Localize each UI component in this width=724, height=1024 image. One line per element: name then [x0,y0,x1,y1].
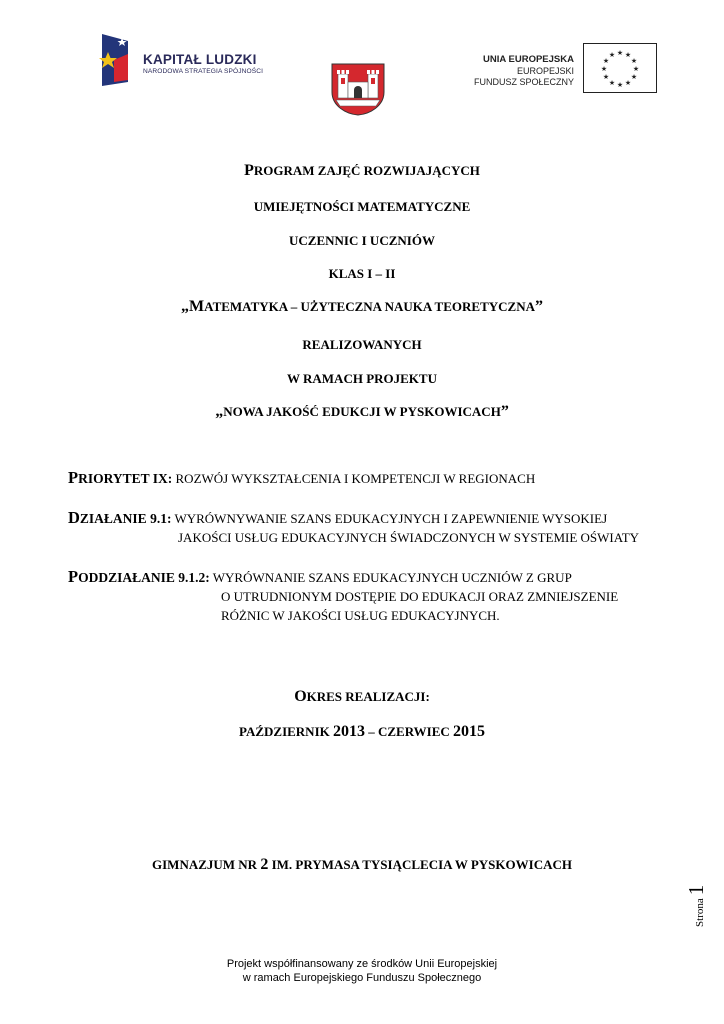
period-label-rest: KRES REALIZACJI: [306,689,430,704]
action-text-1: WYRÓWNYWANIE SZANS EDUKACYJNYCH I ZAPEWNIENIE WYSOKIEJ [174,511,608,526]
svg-text:★: ★ [608,51,616,59]
school-name [0,856,724,874]
subaction-text-1: WYRÓWNANIE SZANS EDUKACYJNYCH UCZNIÓW Z GRUP [212,570,572,585]
subaction-label-first: P [68,567,79,586]
footer-line-2: w ramach Europejskiego Funduszu Społecznego [242,972,482,984]
subaction-text-3: RÓŻNIC W JAKOŚCI USŁUG EDUKACYJNYCH. [221,608,500,623]
period-end-month: – CZERWIEC [365,724,454,739]
title-line-8-first: „ [215,403,224,420]
subaction-label [68,567,210,586]
page-number-value: 1 [684,884,708,896]
priority-label-first: P [68,468,79,487]
priority-section [68,468,668,488]
subaction-text-2: O UTRUDNIONYM DOSTĘPIE DO EDUKACJI ORAZ ZMNIEJSZENIE [221,589,619,604]
action-section [68,508,688,547]
kapital-ludzki-subtitle: NARODOWA STRATEGIA SPÓJNOŚCI [143,68,264,75]
svg-text:★: ★ [630,57,638,65]
kapital-ludzki-name: KAPITAŁ LUDZKI [143,52,257,67]
title-line-1 [0,162,724,180]
school-number: 2 [260,856,269,873]
period-label [0,688,724,706]
svg-text:★: ★ [624,51,632,59]
title-line-1-first: P [244,162,254,179]
title-line-7: W RAMACH PROJEKTU [287,371,437,386]
title-line-5-first: „M [181,298,205,315]
kapital-ludzki-brand [143,52,263,75]
priority-text: ROZWÓJ WYKSZTAŁCENIA I KOMPETENCJI W REGIONACH [175,471,536,486]
title-line-8-end: ” [500,403,509,420]
footer [0,957,724,985]
eu-line3: FUNDUSZ SPOŁECZNY [473,77,574,87]
subaction-section [68,567,688,625]
svg-text:★: ★ [616,49,624,57]
school-name-a: GIMNAZJUM NR [152,857,261,872]
action-label-first: D [68,508,80,527]
period-start-month: PAŹDZIERNIK [238,724,333,739]
footer-line-1: Projekt współfinansowany ze środków Unii Europejskiej [226,958,498,970]
svg-text:★: ★ [602,73,610,81]
title-line-6: REALIZOWANYCH [302,337,422,352]
title-line-8-rest: NOWA JAKOŚĆ EDUKCJI W PYSKOWICACH [223,404,501,419]
svg-text:★: ★ [616,81,624,89]
priority-label-rest: RIORYTET IX: [78,471,173,486]
svg-text:★: ★ [600,65,608,73]
priority-label [68,468,173,487]
svg-text:★: ★ [602,57,610,65]
eu-fund-label [452,54,574,89]
eu-line1: UNIA EUROPEJSKA [483,54,574,65]
period-end-year: 2015 [453,723,486,740]
period-start-year: 2013 [333,723,365,740]
title-line-5-rest: ATEMATYKA – UŻYTECZNA NAUKA TEORETYCZNA [204,299,535,314]
page-number-label: Strona [694,898,706,927]
eu-stars-icon [584,44,656,92]
eu-flag [583,43,657,93]
school-name-c: IM. PRYMASA TYSIĄCLECIA W PYSKOWICACH [268,857,572,872]
action-label-rest: ZIAŁANIE 9.1: [79,511,172,526]
action-text-2: JAKOŚCI USŁUG EDUKACYJNYCH ŚWIADCZONYCH W SYSTEMIE OŚWIATY [178,530,640,545]
city-crest-icon [330,62,386,116]
page-number [684,867,708,927]
eu-line2: EUROPEJSKI [516,65,574,76]
title-line-5 [0,298,724,316]
period-label-first: O [294,688,307,705]
title-line-2: UMIEJĘTNOŚCI MATEMATYCZNE [253,199,471,214]
kapital-ludzki-logo-icon [98,32,140,88]
title-line-1-rest: ROGRAM ZAJĘĆ ROZWIJAJĄCYCH [253,163,480,178]
title-line-4: KLAS I – II [328,266,396,281]
action-label [68,508,172,527]
title-line-5-end: ” [534,298,543,315]
period-value [0,723,724,741]
title-line-8 [0,403,724,421]
svg-text:★: ★ [608,79,616,87]
svg-text:★: ★ [624,79,632,87]
svg-text:★: ★ [630,73,638,81]
svg-text:★: ★ [632,65,640,73]
title-line-3: UCZENNIC I UCZNIÓW [289,233,435,248]
subaction-label-rest: ODDZIAŁANIE 9.1.2: [78,570,210,585]
